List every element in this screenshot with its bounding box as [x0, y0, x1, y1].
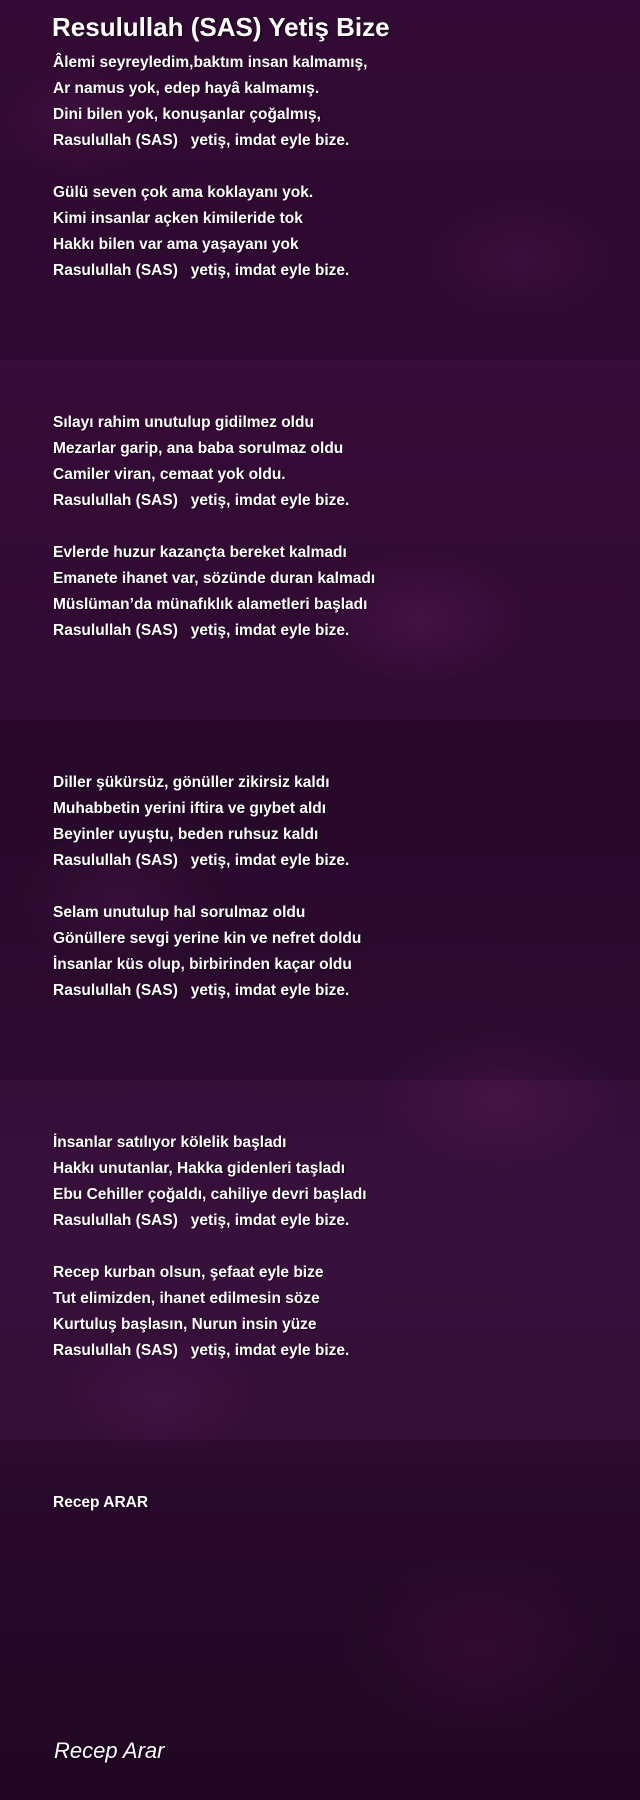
poem-line: Sılayı rahim unutulup gidilmez oldu [53, 414, 314, 431]
poem-line: Kurtuluş başlasın, Nurun insin yüze [53, 1316, 317, 1333]
poem-line: Camiler viran, cemaat yok oldu. [53, 466, 286, 483]
poem-line: İnsanlar satılıyor kölelik başladı [53, 1134, 287, 1151]
poem-line: Müslüman’da münafıklık alametleri başladı [53, 596, 368, 613]
poem-line: Rasulullah (SAS) yetiş, imdat eyle bize. [53, 622, 350, 639]
poem-line: Rasulullah (SAS) yetiş, imdat eyle bize. [53, 852, 350, 869]
poem-line: Gönüllere sevgi yerine kin ve nefret doldu [53, 930, 362, 947]
poem-line: Âlemi seyreyledim,baktım insan kalmamış, [53, 54, 368, 71]
poem-line: Rasulullah (SAS) yetiş, imdat eyle bize. [53, 1212, 350, 1229]
poem-line: Tut elimizden, ihanet edilmesin söze [53, 1290, 320, 1307]
stanza-5 [53, 770, 613, 874]
stanza-8 [53, 1260, 613, 1364]
poem-line: Dini bilen yok, konuşanlar çoğalmış, [53, 106, 321, 123]
poem-line: Mezarlar garip, ana baba sorulmaz oldu [53, 440, 344, 457]
stanza-7 [53, 1130, 613, 1234]
poem-line: Rasulullah (SAS) yetiş, imdat eyle bize. [53, 492, 350, 509]
poem-line: Rasulullah (SAS) yetiş, imdat eyle bize. [53, 982, 350, 999]
stanza-1 [53, 50, 613, 154]
poem-line: Hakkı unutanlar, Hakka gidenleri taşladı [53, 1160, 346, 1177]
poem-line: Selam unutulup hal sorulmaz oldu [53, 904, 306, 921]
poem-line: Muhabbetin yerini iftira ve gıybet aldı [53, 800, 327, 817]
stanza-2 [53, 180, 613, 284]
stanza-6 [53, 900, 613, 1004]
poem-title: Resulullah (SAS) Yetiş Bize [52, 12, 390, 42]
poem-line: Ebu Cehiller çoğaldı, cahiliye devri başladı [53, 1186, 367, 1203]
poem-line: Diller şükürsüz, gönüller zikirsiz kaldı [53, 774, 330, 791]
poem-line: Evlerde huzur kazançta bereket kalmadı [53, 544, 347, 561]
poem-line: Rasulullah (SAS) yetiş, imdat eyle bize. [53, 262, 350, 279]
poem-line: Ar namus yok, edep hayâ kalmamış. [53, 80, 320, 97]
poem-line: İnsanlar küs olup, birbirinden kaçar oldu [53, 956, 352, 973]
poem-author: Recep ARAR [53, 1494, 149, 1511]
poem-line: Recep kurban olsun, şefaat eyle bize [53, 1264, 324, 1281]
poem-line: Rasulullah (SAS) yetiş, imdat eyle bize. [53, 1342, 350, 1359]
poem-line: Hakkı bilen var ama yaşayanı yok [53, 236, 299, 253]
poem-line: Beyinler uyuştu, beden ruhsuz kaldı [53, 826, 319, 843]
poem-line: Rasulullah (SAS) yetiş, imdat eyle bize. [53, 132, 350, 149]
author-signature: Recep Arar [54, 1738, 165, 1763]
poem-line: Kimi insanlar açken kimileride tok [53, 210, 303, 227]
stanza-4 [53, 540, 613, 644]
poem-line: Emanete ihanet var, sözünde duran kalmadı [53, 570, 376, 587]
stanza-3 [53, 410, 613, 514]
poem-line: Gülü seven çok ama koklayanı yok. [53, 184, 314, 201]
